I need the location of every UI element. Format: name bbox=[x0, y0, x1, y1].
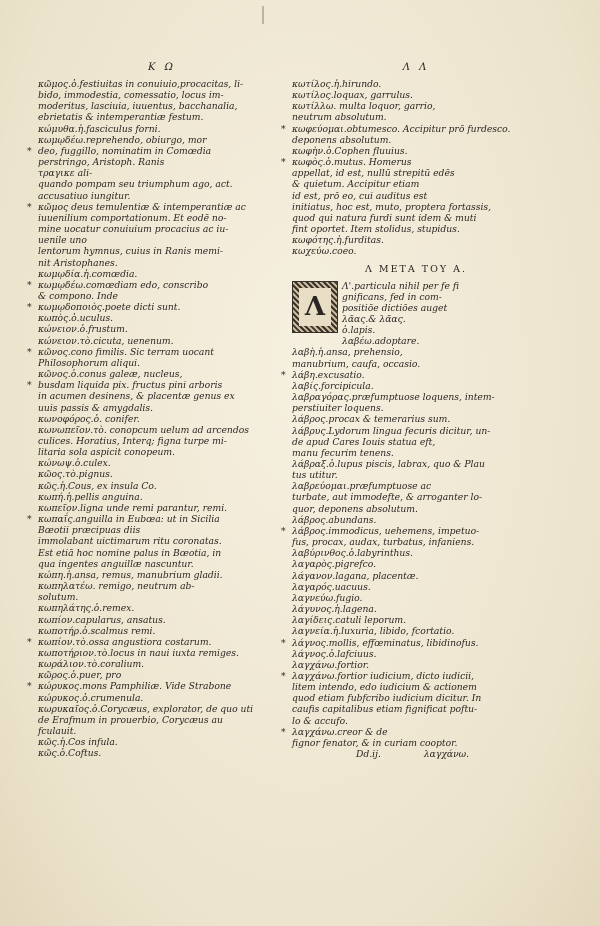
text-line bbox=[292, 135, 540, 146]
asterisk-mark: * bbox=[27, 380, 32, 392]
text-line bbox=[292, 470, 540, 481]
line-text: κωχεύω.coeo. bbox=[292, 246, 357, 258]
line-text: κώνωψ.ὁ.culex. bbox=[38, 458, 111, 470]
asterisk-mark: * bbox=[27, 279, 32, 291]
line-text: λάβραξ.ὁ.lupus piscis, labrax, quo & Plau bbox=[292, 459, 485, 470]
text-line bbox=[281, 670, 540, 682]
line-text: mine uocatur conuiuium procacius ac iu- bbox=[38, 224, 229, 236]
text-line bbox=[38, 414, 286, 425]
text-line bbox=[38, 324, 286, 335]
line-text: in acumen desinens, & placentæ genus ex bbox=[38, 391, 235, 403]
text-line bbox=[292, 202, 540, 213]
text-line bbox=[342, 325, 540, 336]
line-text: moderitus, lasciuia, iuuentus, bacchanalia, bbox=[38, 101, 238, 113]
line-text: Λ'.particula nihil per fe fi bbox=[342, 280, 459, 292]
line-text: λάβρος.immodicus, uehemens, impetuo- bbox=[292, 525, 480, 537]
line-text: κώρυκος.ὁ.crumenula. bbox=[38, 692, 144, 704]
text-line bbox=[292, 224, 540, 235]
line-text: iuuenilium comportationum. Et eodē no- bbox=[38, 212, 227, 224]
line-text: λάβρος.procax & temerarius sum. bbox=[292, 414, 451, 426]
line-text: κῶμος.ὁ.festiuitas in conuiuio,procacitas, li- bbox=[38, 79, 244, 90]
section-title: Λ ΜΕΤΑ ΤΟΥ Α. bbox=[364, 263, 468, 275]
line-text: κωφεύομαι.obtumesco. Accipitur prō furdesco. bbox=[292, 123, 511, 135]
line-text: λάβρυς.Lydorum lingua fecuris dicitur, un- bbox=[292, 425, 491, 437]
text-line bbox=[292, 359, 540, 370]
line-text: κωπή.ἡ.pellis anguina. bbox=[38, 491, 143, 503]
line-text: τραγικε ali- bbox=[38, 168, 93, 180]
line-text: λάγνος.mollis, effœminatus, libidinofus. bbox=[292, 637, 479, 649]
text-line bbox=[292, 615, 540, 626]
text-line bbox=[38, 648, 286, 659]
text-line bbox=[292, 704, 540, 715]
text-line bbox=[38, 391, 286, 402]
line-text: appellat, id est, nullū strepitū edēs bbox=[292, 168, 455, 180]
text-line bbox=[281, 157, 540, 169]
text-line bbox=[38, 570, 286, 581]
asterisk-mark: * bbox=[281, 123, 286, 135]
line-text: κῶνος.cono fimilis. Sic terram uocant bbox=[38, 346, 214, 358]
line-text: λαβρεύομαι.præfumptuose ac bbox=[292, 481, 432, 493]
text-line bbox=[38, 536, 286, 547]
line-text: λαγίδεις.catuli leporum. bbox=[292, 615, 407, 627]
asterisk-mark: * bbox=[27, 636, 32, 648]
text-line bbox=[38, 670, 286, 681]
line-text: quando pompam seu triumphum ago, act. bbox=[38, 179, 233, 191]
text-line bbox=[38, 481, 286, 492]
asterisk-mark: * bbox=[281, 670, 286, 682]
text-line bbox=[292, 146, 540, 157]
line-text: litem intendo, edo iudicium & actionem bbox=[292, 682, 477, 694]
asterisk-mark: * bbox=[281, 726, 286, 738]
line-text: turbate, aut immodefte, & arroganter lo- bbox=[292, 492, 483, 504]
line-text: κωράλιον.τὸ.coralium. bbox=[38, 659, 145, 671]
text-line bbox=[38, 313, 286, 324]
asterisk-mark: * bbox=[27, 514, 32, 526]
text-line bbox=[292, 347, 540, 358]
text-line bbox=[38, 436, 286, 447]
asterisk-mark: * bbox=[27, 201, 32, 213]
line-text: κωπηλατέω. remigo, neutrum ab- bbox=[38, 581, 195, 593]
text-line bbox=[38, 79, 286, 90]
text-line bbox=[38, 425, 286, 436]
line-text: κῶς.ὁ.Coftus. bbox=[38, 748, 102, 760]
text-line bbox=[292, 537, 540, 548]
text-line bbox=[292, 649, 540, 660]
text-line bbox=[38, 112, 286, 123]
line-text: κώρυκος.mons Pamphiliæ. Vide Strabone bbox=[38, 681, 232, 693]
text-line bbox=[292, 168, 540, 179]
line-text: de Erafmum in prouerbio, Corycæus au bbox=[38, 714, 223, 726]
text-line bbox=[292, 693, 540, 704]
text-line bbox=[292, 682, 540, 693]
text-line bbox=[38, 726, 286, 737]
initial-lines bbox=[342, 281, 540, 348]
line-text: κωπίον.capularus, ansatus. bbox=[38, 614, 166, 626]
text-line bbox=[27, 346, 286, 358]
line-text: Bœotii præcipuas diis bbox=[38, 525, 141, 537]
line-text: id est, prō eo, cui auditus est bbox=[292, 190, 428, 202]
text-line bbox=[281, 525, 540, 537]
line-text: deo, fuggillo, nominatim in Comœdia bbox=[38, 145, 212, 157]
line-text: deponens absolutum. bbox=[292, 134, 392, 146]
text-line bbox=[38, 737, 286, 748]
text-line bbox=[292, 571, 540, 582]
catchword: λαγχάνω. bbox=[423, 749, 470, 761]
line-text: κωμῳδοποιὸς.poete dicti sunt. bbox=[38, 302, 181, 314]
line-text: ὁ.lapis. bbox=[342, 325, 376, 337]
line-text: κωνοφόρος.ὁ. conifer. bbox=[38, 413, 140, 425]
right-top-lines bbox=[281, 79, 540, 258]
text-line bbox=[38, 235, 286, 246]
text-line bbox=[292, 392, 540, 403]
text-line bbox=[38, 615, 286, 626]
text-line bbox=[27, 145, 286, 157]
text-line bbox=[292, 213, 540, 224]
line-text: κωπεῖον.ligna unde remi parantur, remi. bbox=[38, 502, 228, 514]
text-line bbox=[38, 704, 286, 715]
text-line bbox=[292, 381, 540, 392]
text-line bbox=[292, 593, 540, 604]
line-text: ebrietatis & intemperantiæ festum. bbox=[38, 112, 204, 124]
text-line bbox=[38, 246, 286, 257]
line-text: κωπὸς.ὁ.uculus. bbox=[38, 313, 114, 325]
text-line bbox=[38, 748, 286, 759]
line-text: κῶρος.ὁ.puer, pro bbox=[38, 670, 122, 682]
text-line bbox=[292, 437, 540, 448]
asterisk-mark: * bbox=[281, 637, 286, 649]
line-text: λαγαρός.uacuus. bbox=[292, 581, 371, 593]
line-text: κῶς.ἡ.Cos infula. bbox=[38, 737, 118, 749]
text-line bbox=[38, 258, 286, 269]
line-text: tus utitur. bbox=[292, 470, 338, 482]
text-line bbox=[292, 660, 540, 671]
line-text: κῶς.ἡ.Cous, ex insula Co. bbox=[38, 480, 157, 492]
line-text: bido, immodestia, comessatio, locus im- bbox=[38, 90, 224, 102]
line-text: λάγυνος.ἡ.lagena. bbox=[292, 604, 377, 616]
line-text: λαγνεύω.fugio. bbox=[292, 592, 363, 604]
asterisk-mark: * bbox=[281, 369, 286, 381]
text-line bbox=[38, 124, 286, 135]
text-line bbox=[38, 403, 286, 414]
text-line bbox=[281, 637, 540, 649]
line-text: positiōe dictiōes auget bbox=[342, 302, 448, 314]
line-text: quod qui natura furdi sunt idem & muti bbox=[292, 212, 477, 224]
text-line bbox=[342, 314, 540, 325]
text-line bbox=[342, 292, 540, 303]
line-text: κώμυθα.ἡ.fasciculus forni. bbox=[38, 123, 161, 135]
text-line bbox=[292, 90, 540, 101]
text-line bbox=[281, 123, 540, 135]
text-line bbox=[292, 716, 540, 727]
line-text: λαγχάνω.creor & de bbox=[292, 726, 388, 738]
text-line bbox=[292, 235, 540, 246]
line-text: κωφότης.ἡ.furditas. bbox=[292, 235, 384, 247]
text-line bbox=[292, 112, 540, 123]
line-text: litaria sola aspicit conopeum. bbox=[38, 447, 176, 459]
line-text: manubrium, caufa, occasio. bbox=[292, 358, 421, 370]
text-line bbox=[38, 492, 286, 503]
text-line bbox=[38, 291, 286, 302]
line-text: κωνωπεῖον.τὸ. conopcum uelum ad arcendos bbox=[38, 424, 249, 436]
page-crease bbox=[262, 6, 264, 24]
line-text: gnificans, fed in com- bbox=[342, 291, 442, 303]
text-line bbox=[38, 168, 286, 179]
line-text: Philosophorum aliqui. bbox=[38, 357, 141, 369]
text-line bbox=[292, 604, 540, 615]
line-text: λαγαρὸς.pigrefco. bbox=[292, 559, 377, 571]
decorated-initial bbox=[292, 281, 338, 333]
right-column bbox=[281, 62, 540, 761]
line-text: fignor fenator, & in curiam cooptor. bbox=[292, 737, 458, 749]
line-text: manu fecurim tenens. bbox=[292, 447, 394, 459]
text-line bbox=[38, 447, 286, 458]
line-text: κωποτήρ.ὁ.scalmus remi. bbox=[38, 625, 156, 637]
asterisk-mark: * bbox=[27, 681, 32, 693]
text-line bbox=[292, 426, 540, 437]
line-text: & compono. Inde bbox=[38, 290, 118, 302]
text-line bbox=[38, 90, 286, 101]
line-text: culices. Horatius, Interq; figna turpe mi- bbox=[38, 436, 227, 447]
text-line bbox=[342, 303, 540, 314]
text-line bbox=[342, 336, 540, 347]
line-text: initiatus, hoc est, muto, proptera fortassis, bbox=[292, 201, 492, 213]
line-text: de apud Cares Iouis statua eft, bbox=[292, 436, 436, 448]
text-line bbox=[292, 492, 540, 503]
text-line bbox=[292, 504, 540, 515]
line-text: quor, deponens absolutum. bbox=[292, 503, 418, 515]
line-text: κωφὴν.ὁ.Cophen fluuius. bbox=[292, 145, 408, 157]
text-line bbox=[38, 135, 286, 146]
text-line bbox=[38, 157, 286, 168]
text-line bbox=[38, 581, 286, 592]
line-text: λάγνος.ὁ.lafciuus. bbox=[292, 648, 377, 660]
text-line bbox=[38, 224, 286, 235]
line-text: immolabant uictimarum ritu coronatas. bbox=[38, 536, 222, 548]
line-text: neutrum absolutum. bbox=[292, 112, 387, 124]
left-lines bbox=[27, 79, 286, 760]
line-text: κωπηλάτης.ὁ.remex. bbox=[38, 603, 135, 615]
line-text: qua ingentes anguillæ nascuntur. bbox=[38, 558, 194, 570]
text-line bbox=[38, 369, 286, 380]
line-text: uenile uno bbox=[38, 235, 87, 247]
text-line bbox=[292, 738, 540, 749]
line-text: λαγχάνω.fortior iudicium, dicto iudicii, bbox=[292, 670, 475, 682]
text-line bbox=[38, 659, 286, 670]
line-text: κωρυκαῖος.ὁ.Corycæus, explorator, de quo uti bbox=[38, 703, 254, 715]
line-text: κῶος.τὸ.pignus. bbox=[38, 469, 113, 481]
text-line bbox=[38, 693, 286, 704]
line-text: λάβρος.abundans. bbox=[292, 514, 377, 526]
text-line bbox=[38, 559, 286, 570]
line-text: κώνειον.τὸ.cicuta, uenenum. bbox=[38, 335, 174, 347]
line-text: fus, procax, audax, turbatus, infaniens. bbox=[292, 537, 475, 549]
text-line bbox=[38, 213, 286, 224]
text-line bbox=[292, 448, 540, 459]
text-line bbox=[38, 715, 286, 726]
line-text: κώπη.ἡ.ansa, remus, manubrium gladii. bbox=[38, 569, 223, 581]
line-text: perstringo, Aristoph. Ranis bbox=[38, 157, 165, 169]
line-text: λαβίς.forcipicula. bbox=[292, 380, 374, 392]
text-line bbox=[292, 626, 540, 637]
asterisk-mark: * bbox=[281, 157, 286, 169]
asterisk-mark: * bbox=[27, 302, 32, 314]
line-text: & quietum. Accipitur etiam bbox=[292, 179, 420, 191]
text-line bbox=[38, 548, 286, 559]
text-line bbox=[38, 525, 286, 536]
line-text: κωποτήριον.τὸ.locus in naui iuxta remiges. bbox=[38, 647, 239, 659]
text-line bbox=[281, 369, 540, 381]
right-bottom-lines bbox=[281, 347, 540, 749]
line-text: perstiuiter loquens. bbox=[292, 403, 384, 415]
text-line bbox=[38, 503, 286, 514]
line-text: κωτίλλω. multa loquor, garrio, bbox=[292, 101, 436, 113]
asterisk-mark: * bbox=[281, 525, 286, 537]
text-line bbox=[38, 358, 286, 369]
text-line bbox=[292, 101, 540, 112]
line-text: κῶμος deus temulentiæ & intemperantiæ ac bbox=[38, 201, 246, 213]
line-text: λαγνεία.ἡ.luxuria, libido, fcortatio. bbox=[292, 626, 455, 638]
text-line bbox=[27, 302, 286, 314]
line-text: λαβύρινθος.ὁ.labyrinthus. bbox=[292, 548, 413, 560]
line-text: λαβὴ.ἡ.ansa, prehensio, bbox=[292, 347, 403, 359]
line-text: fint oportet. Item stolidus, stupidus. bbox=[292, 224, 460, 236]
line-text: λαβραγόρας.præfumptuose loquens, intem- bbox=[292, 392, 495, 404]
text-line bbox=[38, 101, 286, 112]
line-text: Est etiā hoc nomine palus in Bœotia, in bbox=[38, 547, 222, 559]
text-line bbox=[38, 179, 286, 190]
text-line bbox=[292, 179, 540, 190]
line-text: κωμῳδέω.reprehendo, obiurgo, mor bbox=[38, 134, 207, 146]
text-line bbox=[27, 279, 286, 291]
text-line bbox=[292, 481, 540, 492]
right-header: Λ Λ bbox=[402, 62, 430, 73]
line-text: quod etiam fubfcribo iudicium dicitur. In bbox=[292, 693, 482, 705]
line-text: κωτίλος.loquax, garrulus. bbox=[292, 90, 413, 102]
line-text: κώνειον.ὁ.frustum. bbox=[38, 324, 128, 336]
line-text: caufis capitalibus etiam fignificat poftu- bbox=[292, 704, 478, 716]
line-text: busdam liquida pix. fructus pini arboris bbox=[38, 380, 223, 392]
initial-row bbox=[292, 281, 540, 348]
text-line bbox=[27, 681, 286, 693]
page-footer bbox=[292, 749, 540, 760]
signature-mark: Dd.ij. bbox=[356, 749, 381, 761]
text-line bbox=[38, 469, 286, 480]
text-line bbox=[38, 336, 286, 347]
line-text: uuis passis & amygdalis. bbox=[38, 402, 154, 414]
text-line bbox=[292, 414, 540, 425]
text-line bbox=[292, 79, 540, 90]
line-text: κῶνος.ὁ.conus galeæ, nucleus, bbox=[38, 369, 183, 381]
text-line bbox=[292, 246, 540, 257]
line-text: λαγχάνω.fortior. bbox=[292, 659, 370, 671]
line-text: κωμῳδία.ἡ.comœdia. bbox=[38, 268, 138, 280]
text-line bbox=[38, 626, 286, 637]
text-line bbox=[292, 403, 540, 414]
line-text: solutum. bbox=[38, 592, 79, 604]
text-line bbox=[27, 380, 286, 392]
text-line bbox=[292, 459, 540, 470]
line-text: λαβέω.adoptare. bbox=[342, 336, 420, 348]
text-line bbox=[292, 191, 540, 202]
line-text: lo & accufo. bbox=[292, 715, 348, 727]
text-line bbox=[38, 191, 286, 202]
asterisk-mark: * bbox=[27, 145, 32, 157]
line-text: accusatiuo iungitur. bbox=[38, 190, 131, 202]
text-line bbox=[38, 458, 286, 469]
line-text: lentorum hymnus, cuius in Ranis memi- bbox=[38, 246, 223, 258]
text-line bbox=[292, 515, 540, 526]
text-line bbox=[292, 559, 540, 570]
line-text: κωτίλος.ἡ.hirundo. bbox=[292, 79, 382, 90]
left-column bbox=[27, 62, 286, 760]
line-text: κωμῳδέω.comœdiam edo, conscribo bbox=[38, 279, 209, 291]
text-line bbox=[292, 548, 540, 559]
text-line bbox=[38, 592, 286, 603]
text-line bbox=[342, 281, 540, 292]
line-text: κωπίον.τὸ.ossa angustiora costarum. bbox=[38, 636, 212, 648]
text-line bbox=[281, 726, 540, 738]
text-line bbox=[38, 269, 286, 280]
line-text: nit Aristophanes. bbox=[38, 257, 118, 269]
line-text: λᾶας.& λᾶας. bbox=[342, 313, 406, 325]
line-text: fculauit. bbox=[38, 726, 77, 738]
initial-letter: Λ bbox=[299, 288, 331, 326]
left-header: Κ Ω bbox=[148, 62, 176, 73]
text-line bbox=[38, 603, 286, 614]
text-line bbox=[292, 582, 540, 593]
text-line bbox=[27, 514, 286, 526]
line-text: κωφὸς.ὁ.mutus. Homerus bbox=[292, 157, 412, 169]
text-line bbox=[27, 201, 286, 213]
asterisk-mark: * bbox=[27, 346, 32, 358]
line-text: λάβη.excusatio. bbox=[292, 369, 365, 381]
text-line bbox=[27, 636, 286, 648]
line-text: λάγανον.lagana, placentæ. bbox=[292, 570, 419, 582]
line-text: κωπαΐς.anguilla in Eubœa: ut in Sicilia bbox=[38, 514, 220, 526]
